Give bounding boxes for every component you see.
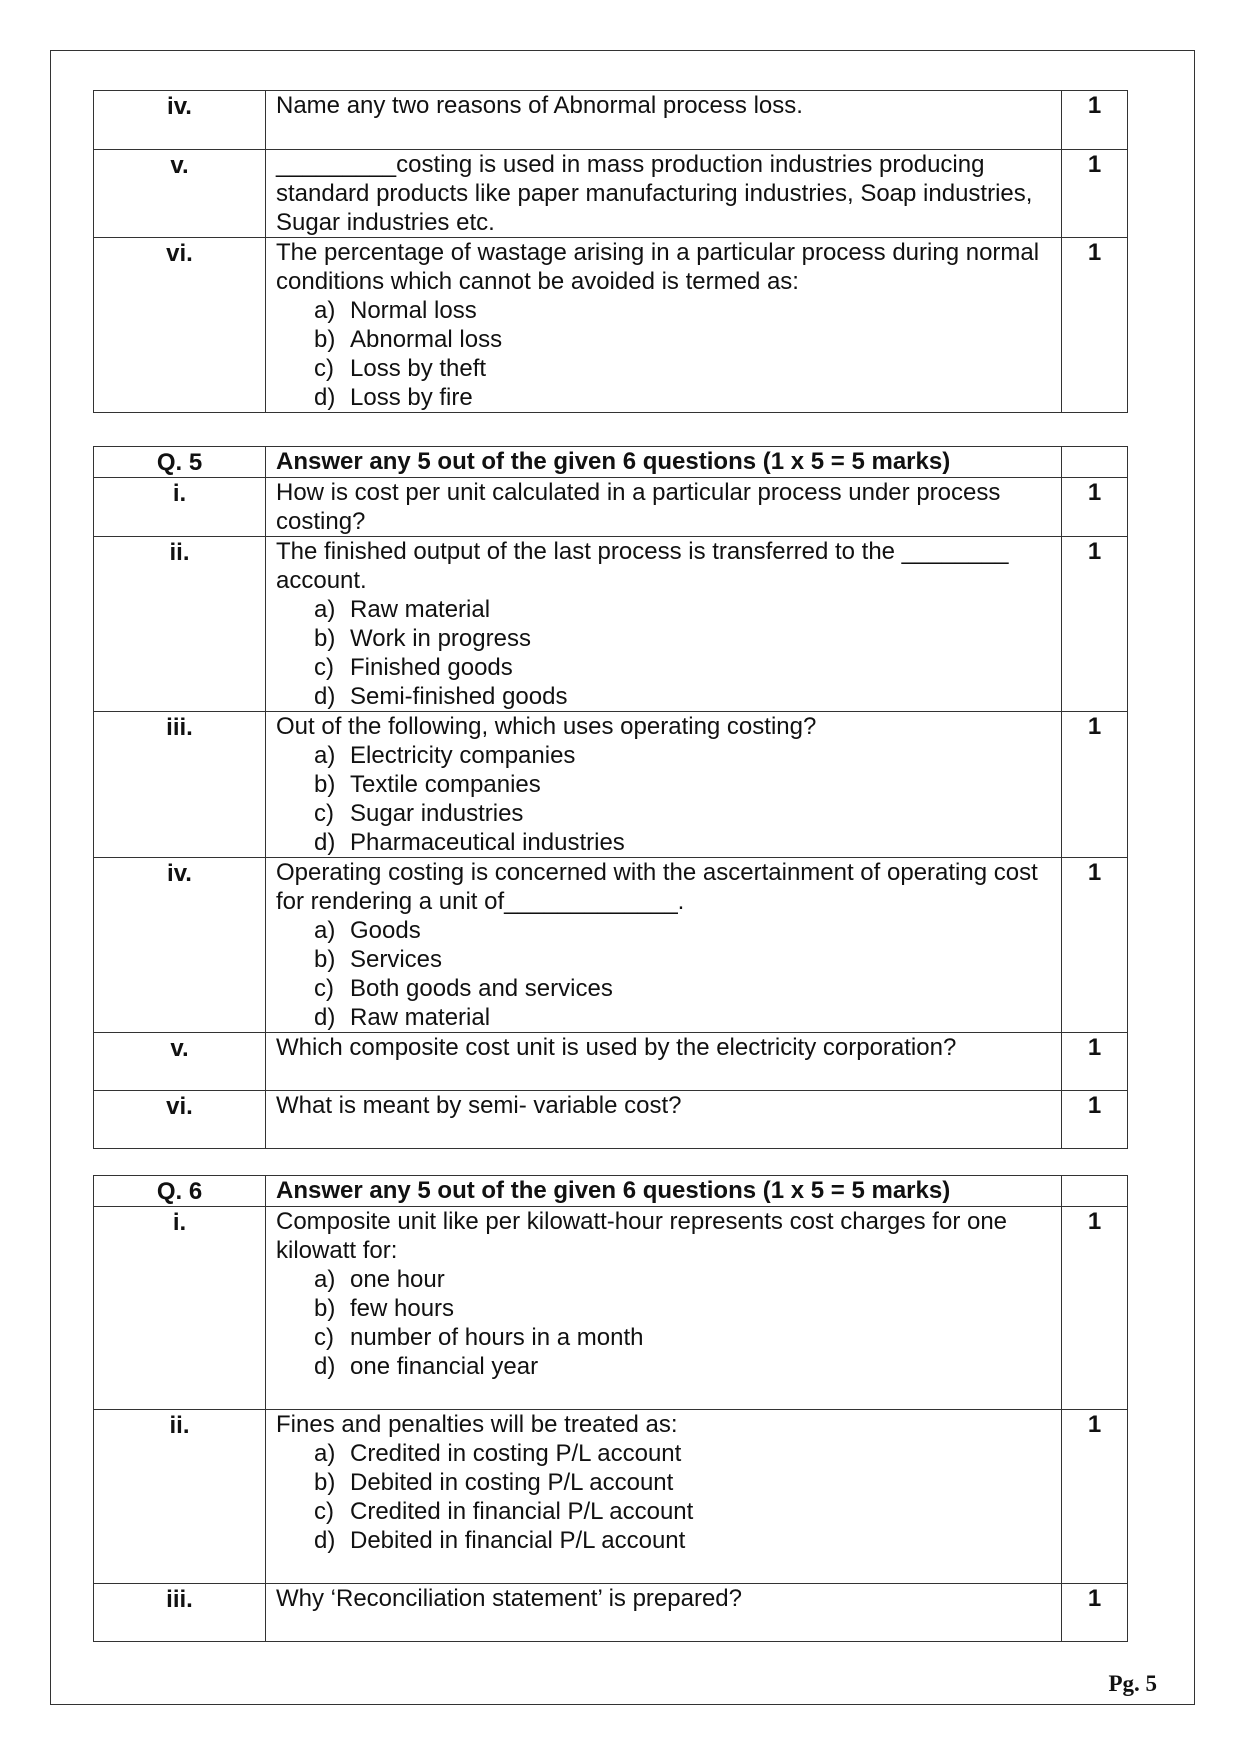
list-item: b) Services bbox=[314, 946, 443, 973]
question-number: iii. bbox=[94, 712, 266, 858]
list-item: c) Finished goods bbox=[314, 654, 513, 681]
section-mark bbox=[1062, 1176, 1128, 1207]
question-mark: 1 bbox=[1062, 478, 1128, 537]
question-number: vi. bbox=[94, 1091, 266, 1149]
table-row bbox=[94, 1207, 1128, 1410]
question-mark: 1 bbox=[1062, 1410, 1128, 1584]
question-mark: 1 bbox=[1062, 1207, 1128, 1410]
list-item: a) Normal loss bbox=[314, 297, 477, 324]
question-mark: 1 bbox=[1062, 858, 1128, 1033]
question-text: The finished output of the last process is transferred to the ________ account. a) Raw material b) Work in progress c) Finished goods d) Semi-finished goods bbox=[266, 537, 1062, 712]
question-text: Name any two reasons of Abnormal process loss. bbox=[266, 91, 1062, 150]
question-mark: 1 bbox=[1062, 1584, 1128, 1642]
table-row bbox=[94, 712, 1128, 858]
question-number: ii. bbox=[94, 1410, 266, 1584]
section-header-row bbox=[94, 1176, 1128, 1207]
question-text: Why ‘Reconciliation statement’ is prepared? bbox=[266, 1584, 1062, 1642]
list-item: c) Both goods and services bbox=[314, 975, 613, 1002]
list-item: a) Electricity companies bbox=[314, 742, 576, 769]
option-list bbox=[276, 916, 1051, 1032]
list-item: d) Raw material bbox=[314, 1004, 491, 1031]
list-item: b) Abnormal loss bbox=[314, 326, 503, 353]
question-text: The percentage of wastage arising in a particular process during normal conditions which cannot be avoided is termed as: a) Normal loss b) Abnormal loss c) Loss by theft d) Loss by fire bbox=[266, 238, 1062, 413]
list-item: b) Textile companies bbox=[314, 771, 541, 798]
list-item: c) Credited in financial P/L account bbox=[314, 1498, 694, 1525]
question-number: i. bbox=[94, 478, 266, 537]
question-text: _________costing is used in mass production industries producing standard products like paper manufacturing industries, Soap industries, Sugar industries etc. bbox=[266, 150, 1062, 238]
table-row bbox=[94, 1091, 1128, 1149]
option-list bbox=[276, 1439, 1051, 1555]
list-item: b) Work in progress bbox=[314, 625, 531, 652]
list-item: c) Loss by theft bbox=[314, 355, 487, 382]
option-list bbox=[276, 595, 1051, 711]
question-mark: 1 bbox=[1062, 1033, 1128, 1091]
q6-table bbox=[93, 1175, 1128, 1642]
option-list bbox=[276, 296, 1051, 412]
table-row bbox=[94, 858, 1128, 1033]
question-number: i. bbox=[94, 1207, 266, 1410]
table-row bbox=[94, 478, 1128, 537]
question-text: Which composite cost unit is used by the electricity corporation? bbox=[266, 1033, 1062, 1091]
list-item: d) Loss by fire bbox=[314, 384, 473, 411]
section-instruction: Answer any 5 out of the given 6 questions (1 x 5 = 5 marks) bbox=[266, 447, 1062, 478]
section-mark bbox=[1062, 447, 1128, 478]
list-item: c) Sugar industries bbox=[314, 800, 524, 827]
page-number: Pg. 5 bbox=[1108, 1671, 1157, 1696]
list-item: a) Goods bbox=[314, 917, 421, 944]
question-number: vi. bbox=[94, 238, 266, 413]
list-item: c) number of hours in a month bbox=[314, 1324, 644, 1351]
q5-table bbox=[93, 446, 1128, 1149]
question-text: How is cost per unit calculated in a particular process under process costing? bbox=[266, 478, 1062, 537]
question-text: Operating costing is concerned with the ascertainment of operating cost for rendering a unit of_____________. a) Goods b) Services c) Both goods and services d) Raw material bbox=[266, 858, 1062, 1033]
question-mark: 1 bbox=[1062, 150, 1128, 238]
question-number: iii. bbox=[94, 1584, 266, 1642]
table-row bbox=[94, 1033, 1128, 1091]
list-item: d) Pharmaceutical industries bbox=[314, 829, 625, 856]
list-item: a) Credited in costing P/L account bbox=[314, 1440, 682, 1467]
list-item: a) one hour bbox=[314, 1266, 445, 1293]
question-mark: 1 bbox=[1062, 238, 1128, 413]
q4-table bbox=[93, 90, 1128, 413]
question-text: What is meant by semi- variable cost? bbox=[266, 1091, 1062, 1149]
table-row bbox=[94, 537, 1128, 712]
question-mark: 1 bbox=[1062, 537, 1128, 712]
question-text: Composite unit like per kilowatt-hour represents cost charges for one kilowatt for: a) one hour b) few hours c) number of hours in a month d) one financial year bbox=[266, 1207, 1062, 1410]
table-row bbox=[94, 1584, 1128, 1642]
section-instruction: Answer any 5 out of the given 6 questions (1 x 5 = 5 marks) bbox=[266, 1176, 1062, 1207]
list-item: b) Debited in costing P/L account bbox=[314, 1469, 674, 1496]
question-mark: 1 bbox=[1062, 91, 1128, 150]
question-number: iv. bbox=[94, 91, 266, 150]
section-number: Q. 5 bbox=[94, 447, 266, 478]
question-text: Out of the following, which uses operating costing? a) Electricity companies b) Textile companies c) Sugar industries d) Pharmaceutical industries bbox=[266, 712, 1062, 858]
table-row bbox=[94, 238, 1128, 413]
list-item: b) few hours bbox=[314, 1295, 455, 1322]
list-item: d) Semi-finished goods bbox=[314, 683, 568, 710]
question-number: ii. bbox=[94, 537, 266, 712]
question-mark: 1 bbox=[1062, 712, 1128, 858]
question-number: v. bbox=[94, 150, 266, 238]
section-number: Q. 6 bbox=[94, 1176, 266, 1207]
section-header-row bbox=[94, 447, 1128, 478]
table-row bbox=[94, 150, 1128, 238]
question-number: iv. bbox=[94, 858, 266, 1033]
list-item: d) Debited in financial P/L account bbox=[314, 1527, 686, 1554]
list-item: a) Raw material bbox=[314, 596, 491, 623]
question-text: Fines and penalties will be treated as: a) Credited in costing P/L account b) Debited in costing P/L account c) Credited in financial P/L account d) Debited in financial P/L account bbox=[266, 1410, 1062, 1584]
list-item: d) one financial year bbox=[314, 1353, 539, 1380]
question-number: v. bbox=[94, 1033, 266, 1091]
option-list bbox=[276, 741, 1051, 857]
question-mark: 1 bbox=[1062, 1091, 1128, 1149]
table-row bbox=[94, 1410, 1128, 1584]
table-row bbox=[94, 91, 1128, 150]
option-list bbox=[276, 1265, 1051, 1381]
